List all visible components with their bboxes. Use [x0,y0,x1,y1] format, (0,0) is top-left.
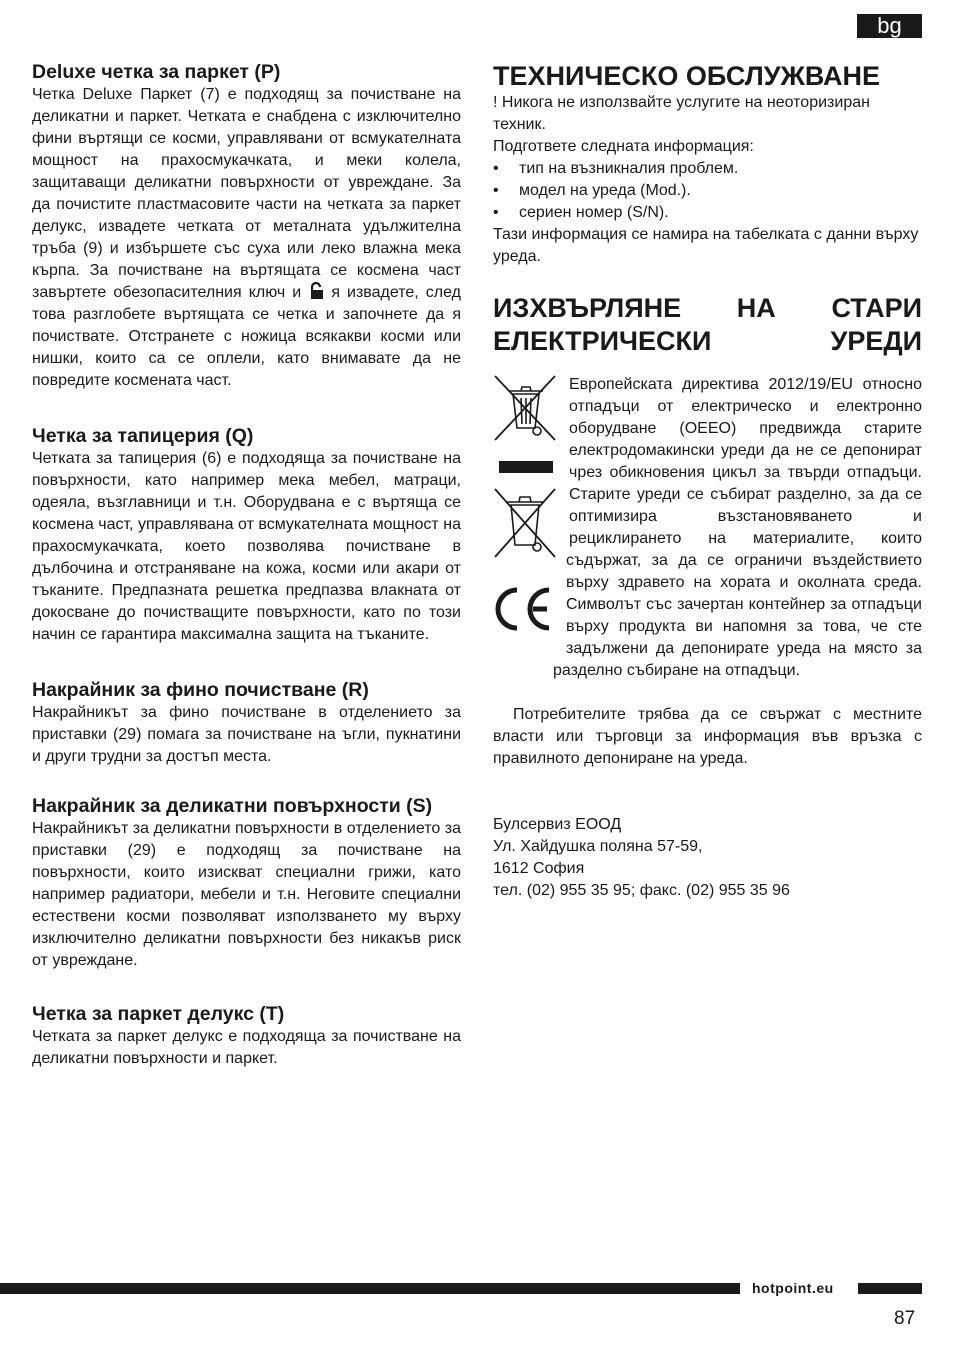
service-warning: ! Никога не използвайте услугите на неоторизиран техник. [493,94,870,133]
list-item: • модел на уреда (Mod.). [493,180,922,202]
crossed-wheelie-bin-icon [493,487,557,559]
disposal-heading: ИЗХВЪРЛЯНЕ НА СТАРИ ЕЛЕКТРИЧЕСКИ УРЕДИ [493,293,922,356]
black-bar-icon [499,461,553,473]
language-badge: bg [857,14,922,38]
list-item: • сериен номер (S/N). [493,202,922,224]
section-technical-service [493,60,922,268]
section-disposal [493,292,922,770]
section-heading: Накрайник за фино почистване (R) [32,679,369,701]
disposal-body [493,374,922,770]
disposal-text-2: Потребителите трябва да се свържат с местните власти или търговци за информация във връзка с правилното депониране на уреда. [493,706,922,767]
section-text: Четката за тапицерия (6) е подходяща за почистване на повърхности, като например мека мебел, матраци, одеяла, възглавници и т.н. Оборудвана е с въртяща се космена част, управлявана от всмукателната мощност на прахосмукачката, което позволява почистване в дълбочина и отстраняване на кожа, косми или акари от тъканите. Предпазната решетка предпазва влакната от докосване до почистващите повърхности, като по този начин се гарантира максимална защита на тъканите. [32,450,461,643]
city: 1612 София [493,860,585,877]
eco-icons [493,374,563,637]
right-column [493,60,922,902]
section-heading: Deluxe четка за паркет (P) [32,61,281,83]
disposal-text: Европейската директива 2012/19/EU относно отпадъци от електрическо и електронно оборудване (ОЕЕО) предвижда старите електродомакински уреди да не се депонират чрез обикновения цикъл за твърди отпадъци. Старите уреди се събират разделно, за да се оптимизира възстановяването и рециклирането на материалите, които съдържат, за да се ограничи въздействието върху здравето на хората и околната среда. Символът със зачертан контейнер за отпадъци върху продукта ви напомня за това, че сте задължени да депонирате уреда на място за разделно събиране на отпадъци. [553,376,922,679]
section-heading: Четка за тапицерия (Q) [32,425,254,447]
unlock-icon [308,282,324,300]
footer-divider [0,1283,740,1294]
service-list [493,158,922,224]
section-crevice-nozzle [32,678,461,768]
service-heading: ТЕХНИЧЕСКО ОБСЛУЖВАНЕ [493,61,881,91]
section-text: Накрайникът за фино почистване в отделението за приставки (29) помага за почистване на ъгли, пукнатини и други трудни за достъп места. [32,704,461,765]
crossed-bin-icon [493,374,557,442]
phone-fax: тел. (02) 955 35 95; факс. (02) 955 35 96 [493,882,790,899]
footer-divider-right [858,1283,922,1294]
service-prepare: Подгответе следната информация: [493,138,754,155]
street-address: Ул. Хайдушка поляна 57-59, [493,838,703,855]
section-delicate-nozzle [32,794,461,972]
section-heading: Четка за паркет делукс (T) [32,1003,285,1025]
brand-text: hotpoint.eu [752,1280,834,1296]
company-name: Булсервиз ЕООД [493,816,622,833]
section-upholstery-brush [32,424,461,646]
section-parquet-brush [32,1002,461,1070]
page-number: 87 [894,1308,916,1329]
section-text: Накрайникът за деликатни повърхности в отделението за приставки (29) е подходящ за почистване на повърхности, които изискват специални грижи, като например радиатори, мебели и т.н. Неговите специални естествени косми позволяват използването му върху изключително деликатни повърхности без никакъв риск от увреждане. [32,820,461,969]
ce-mark-icon [493,586,555,632]
left-column [32,60,461,1070]
section-deluxe-brush [32,60,461,392]
list-item: • тип на възникналия проблем. [493,158,922,180]
section-text: Четката за паркет делукс е подходяща за почистване на деликатни повърхности и паркет. [32,1028,461,1067]
service-note: Тази информация се намира на табелката с данни върху уреда. [493,226,919,265]
service-address [493,814,922,902]
section-heading: Накрайник за деликатни повърхности (S) [32,795,433,817]
section-text: Четка Deluxe Паркет (7) е подходящ за почистване на деликатни и паркет. Четката е снабдена с изключително фини въртящи се косми, управлявани от всмукателната мощност на прахосмукачката, и меки колела, защитаващи деликатни повърхности от увреждане. За да почистите пластмасовите части на четката за паркет делукс, извадете четката от металната удължителна тръба (9) и избършете със суха или леко влажна мека кърпа. За почистване на въртящата се космена част завъртете обезопасителния ключ и я извадете, след това разглобете въртящата се четка и започнете да я почиствате. Отстранете с ножица всякакви косми или нишки, които са се оплели, като внимавате да не повредите косменатa част. [32,86,461,389]
